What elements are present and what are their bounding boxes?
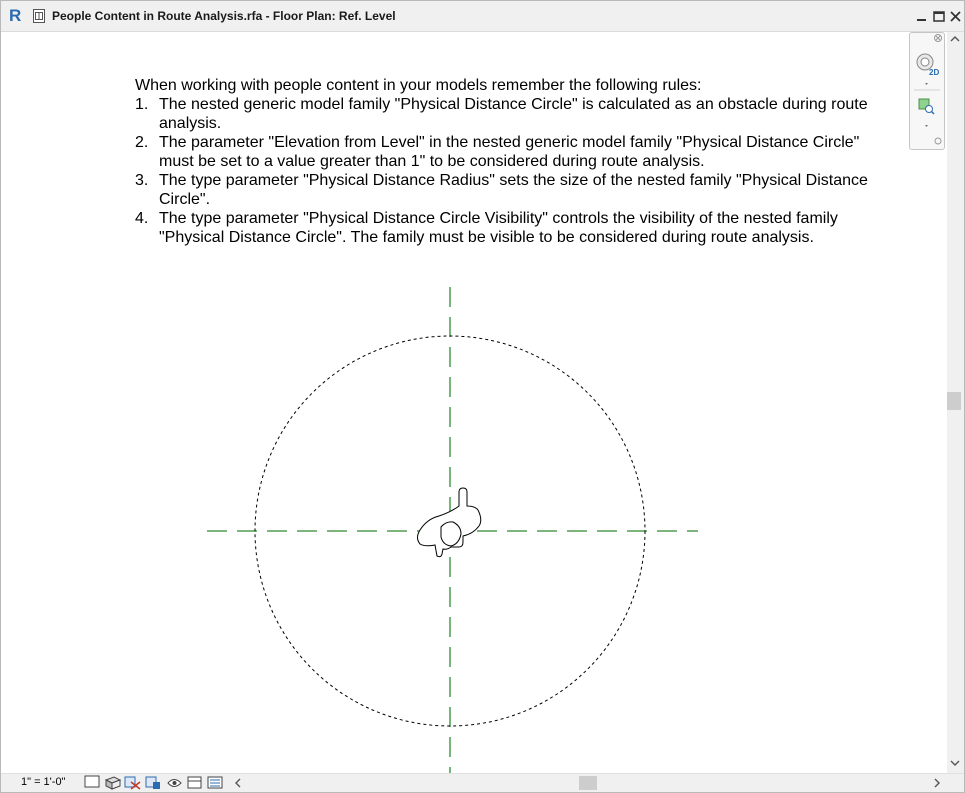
rule-number: 2. [135, 134, 149, 151]
rule-text: The nested generic model family "Physical Distance Circle" is calculated as an obstacle during route analysis. [159, 96, 868, 132]
title-bar [1, 1, 964, 32]
view-control-icons [1, 774, 964, 793]
vertical-scrollbar-graphics [947, 32, 964, 773]
scroll-right-icon[interactable] [935, 779, 939, 787]
vertical-scrollbar[interactable] [947, 32, 964, 773]
close-button[interactable] [948, 7, 964, 25]
floor-plan-view-icon [33, 9, 45, 23]
rule-text: The type parameter "Physical Distance Circle Visibility" controls the visibility of the nested family "Physical Distance Circle". The family must be visible to be considered during route analysis. [159, 210, 838, 246]
drawing-canvas[interactable] [1, 32, 947, 773]
show-crop-region-icon[interactable] [146, 777, 160, 789]
analysis-display-icon[interactable] [208, 777, 222, 788]
rule-item [135, 171, 895, 209]
navbar-options-icon[interactable] [935, 138, 941, 144]
rule-item [135, 95, 895, 133]
person-figure[interactable] [418, 488, 481, 557]
rule-item [135, 133, 895, 171]
rules-list [135, 95, 895, 247]
zoom-dropdown-icon[interactable] [925, 125, 928, 127]
rule-number: 3. [135, 172, 149, 189]
navigation-bar-graphics [910, 33, 944, 149]
rule-text: The type parameter "Physical Distance Radius" sets the size of the nested family "Physical Distance Circle". [159, 172, 868, 208]
scroll-left-icon[interactable] [236, 779, 240, 787]
wheel-dropdown-icon[interactable] [925, 83, 928, 85]
visual-style-icon[interactable] [106, 777, 120, 789]
rule-number: 1. [135, 96, 149, 113]
rule-number: 4. [135, 210, 149, 227]
steering-wheel-icon[interactable] [917, 54, 939, 77]
detail-level-icon[interactable] [85, 776, 99, 787]
reveal-hidden-icon[interactable] [188, 777, 201, 788]
svg-text:2D: 2D [929, 68, 940, 77]
rule-text: The parameter "Elevation from Level" in the nested generic model family "Physical Distance Circle" must be set to a value greater than 1" to be considered during route analysis. [159, 134, 860, 170]
zoom-region-icon[interactable] [919, 99, 934, 114]
minimize-button[interactable] [914, 7, 930, 25]
vertical-scroll-thumb[interactable] [947, 392, 961, 410]
close-navbar-icon[interactable] [935, 35, 942, 42]
view-scale[interactable]: 1" = 1'-0" [21, 776, 66, 788]
scroll-down-icon[interactable] [951, 761, 959, 765]
maximize-button[interactable] [931, 7, 947, 25]
navigation-bar [909, 32, 945, 150]
view-control-bar [1, 773, 964, 793]
rules-note-text [135, 76, 895, 247]
revit-app-icon[interactable]: R [9, 6, 22, 25]
window-title: People Content in Route Analysis.rfa - Floor Plan: Ref. Level [52, 9, 396, 23]
crop-view-icon[interactable] [125, 777, 140, 789]
scroll-up-icon[interactable] [951, 37, 959, 41]
horizontal-scroll-thumb[interactable] [579, 776, 597, 790]
temporary-hide-icon[interactable] [168, 780, 181, 787]
rule-item [135, 209, 895, 247]
rules-intro: When working with people content in your models remember the following rules: [135, 77, 702, 94]
